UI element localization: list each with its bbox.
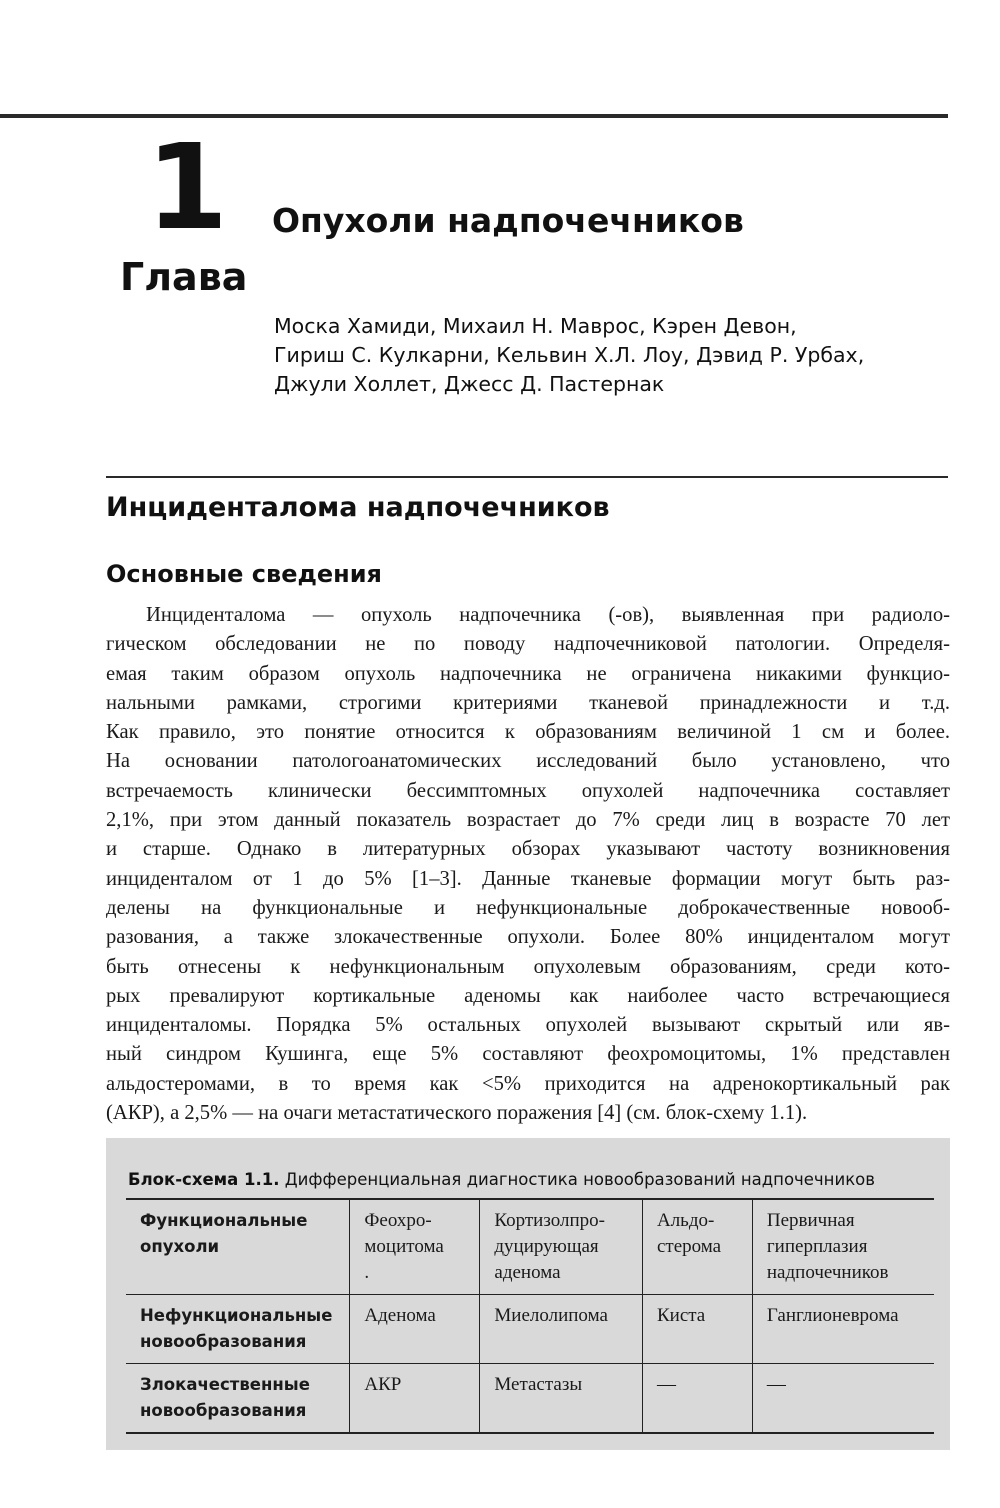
author-line: Гириш С. Кулкарни, Кельвин Х.Л. Лоу, Дэвид Р. Урбах, xyxy=(274,343,865,367)
table-cell: Альдо- стерома xyxy=(642,1199,752,1295)
text-line: и старше. Однако в литературных обзорах указывают частоту возникновения xyxy=(106,838,950,861)
text-line: емая таким образом опухоль надпочечника не ограничена никакими функцио- xyxy=(106,662,950,685)
text-line: Инциденталома — опухоль надпочечника (-ов), выявленная при радиоло- xyxy=(146,604,950,626)
text-line: рых превалируют кортикальные аденомы как наиболее часто встречающиеся xyxy=(106,984,950,1007)
caption-label: Блок-схема 1.1. xyxy=(128,1170,280,1189)
text-line: ный синдром Кушинга, еще 5% составляют феохромоцитомы, 1% представлен xyxy=(106,1043,950,1066)
table-cell: Метастазы xyxy=(480,1364,643,1434)
text-line: встречаемость клинически бессимптомных опухолей надпочечника составляет xyxy=(106,779,950,802)
text-line: 2,1%, при этом данный показатель возрастает до 7% среди лиц в возрасте 70 лет xyxy=(106,809,950,832)
table-cell: Аденома xyxy=(350,1295,480,1364)
row-header: Злокачественные новообразования xyxy=(126,1364,350,1434)
text-line: инциденталом от 1 до 5% [1–3]. Данные тканевые формации могут быть раз- xyxy=(106,867,950,890)
text-line: делены на функциональные и нефункциональные доброкачественные новооб- xyxy=(106,896,950,919)
chapter-label: Глава xyxy=(120,255,248,299)
flowchart-caption xyxy=(128,1170,875,1189)
text-line: На основании патологоанатомических исследований было установлено, что xyxy=(106,750,950,773)
table-cell: Ганглионеврома xyxy=(752,1295,934,1364)
table-cell: — xyxy=(752,1364,934,1434)
table-cell: Феохро- моцитома . xyxy=(350,1199,480,1295)
section-title: Инциденталома надпочечников xyxy=(106,492,610,523)
authors xyxy=(274,312,914,399)
table-cell: Первичная гиперплазия надпочечников xyxy=(752,1199,934,1295)
text-line: альдостеромами, в то время как <5% приходится на адренокортикальный рак xyxy=(106,1072,950,1095)
table-cell: Кортизолпро- дуцирующая аденома xyxy=(480,1199,643,1295)
table-cell: АКР xyxy=(350,1364,480,1434)
chapter-title: Опухоли надпочечников xyxy=(272,201,744,240)
flowchart-box xyxy=(106,1138,950,1450)
table-cell: Миелолипома xyxy=(480,1295,643,1364)
table-row xyxy=(126,1295,934,1364)
table-cell: Киста xyxy=(642,1295,752,1364)
caption-text: Дифференциальная диагностика новообразований надпочечников xyxy=(284,1170,875,1189)
row-header: Нефункциональные новообразования xyxy=(126,1295,350,1364)
body-text xyxy=(106,601,950,1128)
text-line: гическом обследовании не по поводу надпочечниковой патологии. Определя- xyxy=(106,633,950,656)
text-line: инциденталомы. Порядка 5% остальных опухолей вызывают скрытый или яв- xyxy=(106,1014,950,1037)
section-rule xyxy=(106,476,948,478)
text-line: быть отнесены к нефункциональным опухолевым образованиям, среди кото- xyxy=(106,955,950,978)
table-row xyxy=(126,1364,934,1434)
diagnosis-table xyxy=(126,1198,934,1434)
text-line: (АКР), а 2,5% — на очаги метастатического поражения [4] (см. блок-схему 1.1). xyxy=(106,1102,808,1125)
table-cell: — xyxy=(642,1364,752,1434)
author-line: Джули Холлет, Джесс Д. Пастернак xyxy=(274,372,665,396)
top-rule xyxy=(0,114,948,118)
text-line: Как правило, это понятие относится к образованиям величиной 1 см и более. xyxy=(106,721,950,744)
author-line: Моска Хамиди, Михаил Н. Маврос, Кэрен Девон, xyxy=(274,314,797,338)
chapter-number: 1 xyxy=(146,118,229,256)
text-line: нальными рамками, строгими критериями тканевой принадлежности и т.д. xyxy=(106,691,950,714)
subsection-title: Основные сведения xyxy=(106,560,382,588)
text-line: разования, а также злокачественные опухоли. Более 80% инциденталом могут xyxy=(106,926,950,949)
row-header: Функциональные опухоли xyxy=(140,1211,308,1256)
table-row xyxy=(126,1199,934,1295)
